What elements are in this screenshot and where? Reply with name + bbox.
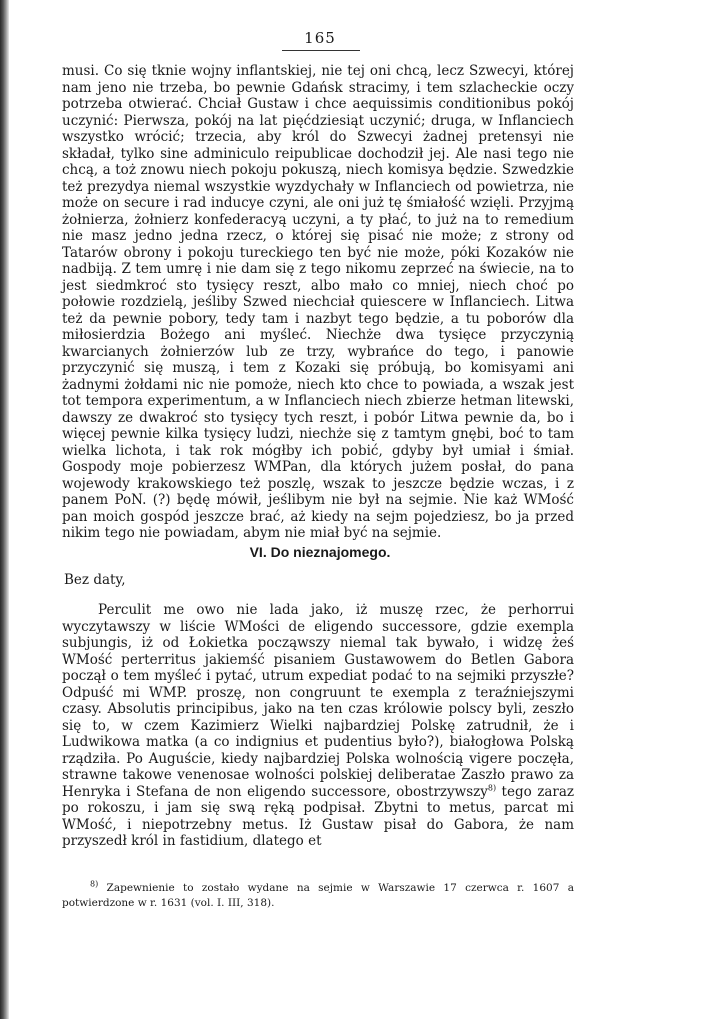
letter-end-block: [62, 63, 574, 542]
section-heading: VI. Do nieznajomego.: [249, 544, 391, 560]
footnote: [62, 881, 574, 911]
page-number-rule: [282, 50, 360, 51]
section-body-block: [62, 602, 574, 850]
footnote-reference: 8): [487, 783, 497, 792]
section-text-after-note: tego zaraz po rokoszu, i jam się swą ręką podpisał. Zbytni to metus, parcat mi WMość, i niepotrzebny metus. Iż Gustaw pisał do Gabora, że nam przyszedł król in fastidium, dlatego et: [62, 783, 574, 849]
page-binding-edge: [0, 0, 9, 1019]
section-paragraph: [62, 602, 574, 850]
section-dateline: Bez daty,: [64, 572, 126, 588]
footnote-text: Zapewnienie to zostało wydane na sejmie w Warszawie 17 czerwca r. 1607 a potwierdzone w r. 1631 (vol. I. III, 318).: [62, 882, 574, 909]
page-number: 165: [304, 29, 336, 47]
section-text-before-note: Perculit me owo nie lada jako, iż muszę rzec, że perhorrui wyczytawszy w liście WMości de eligendo successore, gdzie exempla subjungis, iż od Łokietka począwszy niemal tak bywało, i widzę żeś WMość perterritus jakiemść pisaniem Gustawowem do Betlen Gabora począł o tem myśleć i pytać, utrum expediat podać to na sejmiki przyszłe? Odpuść mi WMP. proszę, non congruunt te exempla z teraźniejszymi czasy. Absolutis principibus, jako na ten czas królowie polscy byli, zeszło się to, w czem Kazimierz Wielki najbardziej Polskę zatrudnił, że i Ludwikowa matka (a co indignius et pudentius było?), białogłowa Polską rządziła. Po Auguście, kiedy najbardziej Polska wolnością vigere poczęła, strawne takowe venenosae wolności polskiej deliberatae Zaszło prawo za Henryka i Stefana de non eligendo successore, obostrzywszy: [62, 602, 574, 800]
footnote-marker: 8): [90, 879, 99, 889]
letter-end-paragraph: musi. Co się tknie wojny inflantskiej, nie tej oni chcą, lecz Szwecyi, której nam jeno nie trzeba, bo pewnie Gdańsk stracimy, i tem szlacheckie oczy potrzeba otwierać. Chciał Gustaw i chce aequissimis conditionibus pokój uczynić: Pierwsza, pokój na lat pięćdziesiąt uczynić; druga, w Inflanciech wszystko wrócić; trzecia, aby król do Szwecyi żadnej pretensyi nie składał, tylko sine adminiculo reipublicae dochodził jej. Ale nasi tego nie chcą, a toż znowu niech pokoju pokuszą, niech komisya będzie. Szwedzkie też prezydya niemal wszystkie wyzdychały w Inflanciech od powietrza, nie może on secure i rad inducye czyni, ale oni już tę śmiałość wzięli. Przyjmą żołnierza, żołnierz konfederacyą uczyni, a ty płać, to już na to remedium nie masz jedno jedna rzecz, o której się pisać nie może; z strony od Tatarów obrony i pokoju tureckiego ten być nie może, póki Kozaków nie nadbiją. Z tem umrę i nie dam się z tego nikomu zeprzeć na świecie, na to jest siedmkroć sto tysięcy reszt, albo mało co mniej, niech choć po połowie rozdzielą, jeśliby Szwed niechciał quiescere w Inflanciech. Litwa też da pewnie pobory, tedy tam i nazbyt tego będzie, a tu poborów dla miłosierdzia Bożego ani myśleć. Niechże dwa tysięce przyczynią kwarcianych żołnierzów lub ze trzy, wybrańce do tego, i panowie przyczynić się muszą, i tem z Kozaki się próbują, bo komisyami ani żadnymi żołdami nic nie pomoże, niech kto chce to powiada, a wszak jest tot tempora experimentum, a w Inflanciech niech zbierze hetman litewski, dawszy ze dwakroć sto tysięcy tych reszt, i pobór Litwa pewnie da, bo i więcej pewnie kilka tysięcy ludzi, niechże się z tamtym gnębi, boć to tam wielka lichota, i tak rok mógłby ich pobić, gdyby był umiał i śmiał. Gospody moje pobierzesz WMPan, dla których jużem posłał, do pana wojewody krakowskiego też poszlę, wszak to jeszcze będzie wczas, i z panem PoN. (?) będę mówił, jeślibym nie był na sejmie. Nie każ WMość pan moich gospód jeszcze brać, aż kiedy na sejm pojedziesz, bo ja przed nikim tego nie powiadam, abym nie miał być na sejmie.: [62, 63, 574, 541]
